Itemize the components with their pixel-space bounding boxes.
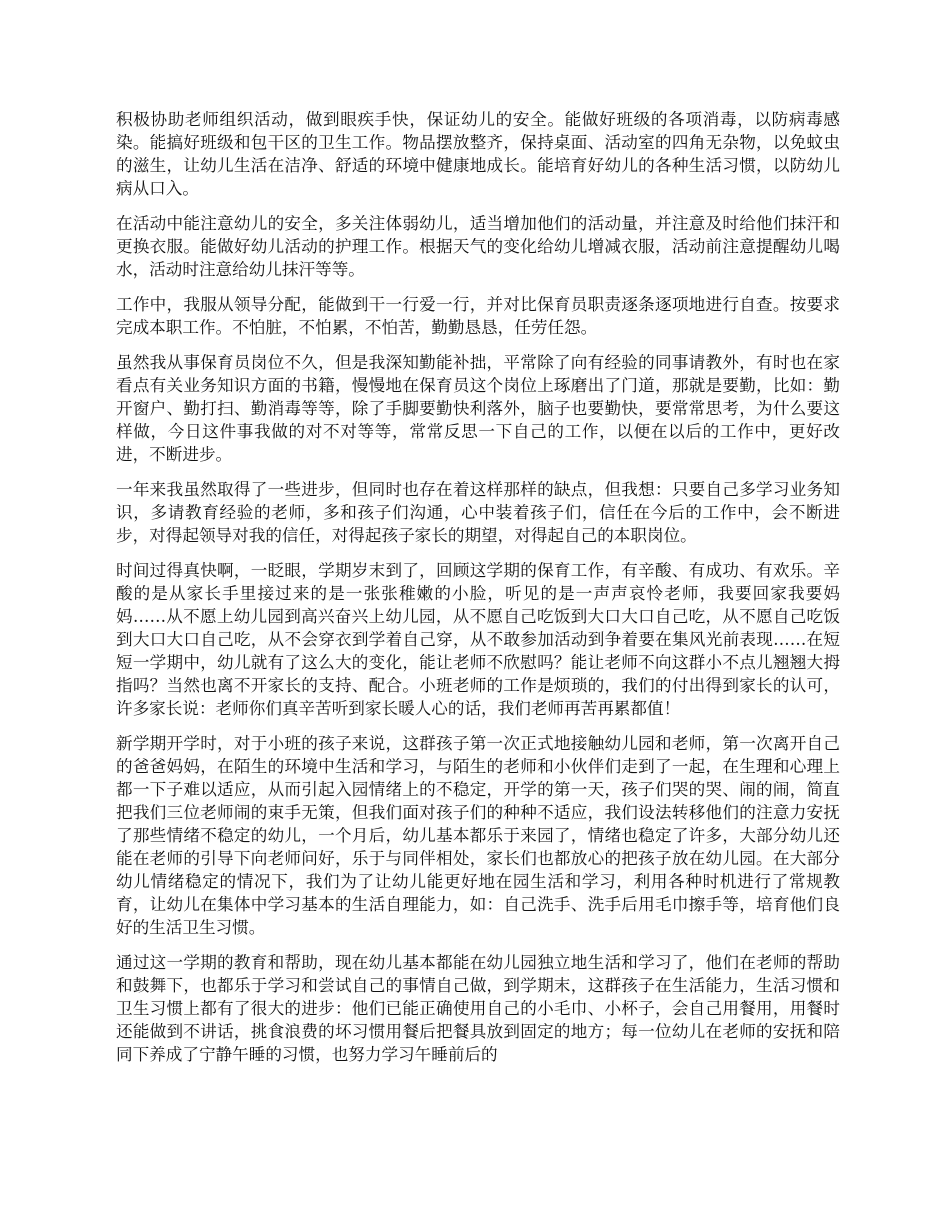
paragraph-3: 工作中，我服从领导分配，能做到干一行爱一行，并对比保育员职责逐条逐项地进行自查。按要求完成本职工作。不怕脏，不怕累，不怕苦，勤勤恳恳，任劳任怨。 — [116, 295, 840, 337]
paragraph-6: 时间过得真快啊，一眨眼，学期岁末到了，回顾这学期的保育工作，有辛酸、有成功、有欢乐。辛酸的是从家长手里接过来的是一张张稚嫩的小脸，听见的是一声声哀怜老师，我要回家我要妈妈……从不愿上幼儿园到高兴奋兴上幼儿园，从不愿自己吃饭到大口大口自己吃，从不愿自己吃饭到大口大口自己吃，从不会穿衣到学着自己穿，从不敢参加活动到争着要在集风光前表现……在短短一学期中，幼儿就有了这么大的变化，能让老师不欣慰吗？能让老师不向这群小不点儿翘翘大拇指吗？当然也离不开家长的支持、配合。小班老师的工作是烦琐的，我们的付出得到家长的认可，许多家长说：老师你们真辛苦听到家长暖人心的话，我们老师再苦再累都值！ — [116, 561, 840, 718]
paragraph-4: 虽然我从事保育员岗位不久，但是我深知勤能补拙，平常除了向有经验的同事请教外，有时也在家看点有关业务知识方面的书籍，慢慢地在保育员这个岗位上琢磨出了门道，那就是要勤，比如：勤开窗户、勤打扫、勤消毒等等，除了手脚要勤快利落外，脑子也要勤快，要常常思考，为什么要这样做，今日这件事我做的对不对等等，常常反思一下自己的工作，以便在以后的工作中，更好改进，不断进步。 — [116, 353, 840, 464]
paragraph-2: 在活动中能注意幼儿的安全，多关注体弱幼儿，适当增加他们的活动量，并注意及时给他们抹汗和更换衣服。能做好幼儿活动的护理工作。根据天气的变化给幼儿增减衣服，活动前注意提醒幼儿喝水，活动时注意给幼儿抹汗等等。 — [116, 214, 840, 279]
paragraph-7: 新学期开学时，对于小班的孩子来说，这群孩子第一次正式地接触幼儿园和老师，第一次离开自己的爸爸妈妈，在陌生的环境中生活和学习，与陌生的老师和小伙伴们走到了一起，在生理和心理上都一下子难以适应，从而引起入园情绪上的不稳定，开学的第一天，孩子们哭的哭、闹的闹，简直把我们三位老师闹的束手无策，但我们面对孩子们的种种不适应，我们设法转移他们的注意力安抚了那些情绪不稳定的幼儿，一个月后，幼儿基本都乐于来园了，情绪也稳定了许多，大部分幼儿还能在老师的引导下向老师问好，乐于与同伴相处，家长们也都放心的把孩子放在幼儿园。在大部分幼儿情绪稳定的情况下，我们为了让幼儿能更好地在园生活和学习，利用各种时机进行了常规教育，让幼儿在集体中学习基本的生活自理能力，如：自己洗手、洗手后用毛巾擦手等，培育他们良好的生活卫生习惯。 — [116, 734, 840, 937]
document-body — [116, 108, 840, 1078]
paragraph-1: 积极协助老师组织活动，做到眼疾手快，保证幼儿的安全。能做好班级的各项消毒，以防病毒感染。能搞好班级和包干区的卫生工作。物品摆放整齐，保持桌面、活动室的四角无杂物，以免蚊虫的滋生，让幼儿生活在洁净、舒适的环境中健康地成长。能培育好幼儿的各种生活习惯，以防幼儿病从口入。 — [116, 110, 840, 198]
paragraph-5: 一年来我虽然取得了一些进步，但同时也存在着这样那样的缺点，但我想：只要自己多学习业务知识，多请教育经验的老师，多和孩子们沟通，心中装着孩子们，信任在今后的工作中，会不断进步，对得起领导对我的信任，对得起孩子家长的期望，对得起自己的本职岗位。 — [116, 480, 840, 545]
paragraph-8: 通过这一学期的教育和帮助，现在幼儿基本都能在幼儿园独立地生活和学习了，他们在老师的帮助和鼓舞下，也都乐于学习和尝试自己的事情自己做，到学期末，这群孩子在生活能力，生活习惯和卫生习惯上都有了很大的进步：他们已能正确使用自己的小毛巾、小杯子，会自己用餐用，用餐时还能做到不讲话，挑食浪费的坏习惯用餐后把餐具放到固定的地方；每一位幼儿在老师的安抚和陪同下养成了宁静午睡的习惯，也努力学习午睡前后的 — [116, 953, 840, 1064]
